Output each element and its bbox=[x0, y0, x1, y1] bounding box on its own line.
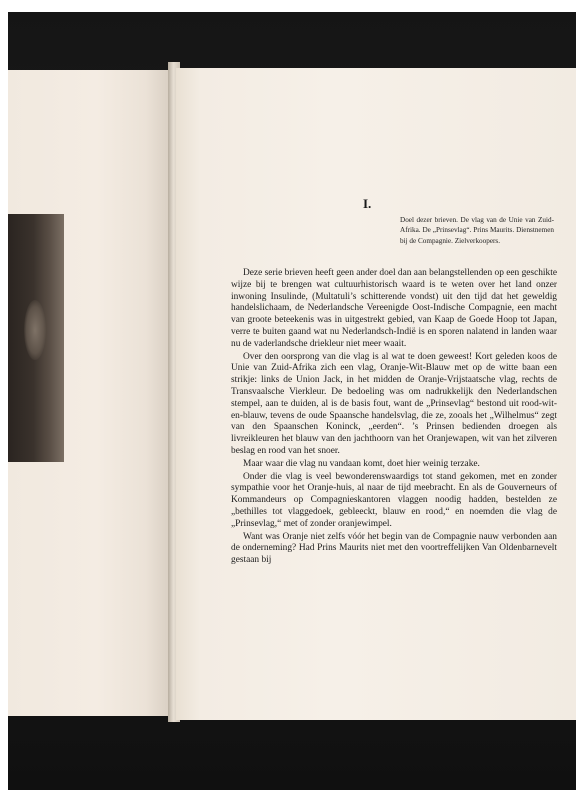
paragraph: Maar waar die vlag nu vandaan komt, doet hier weinig terzake. bbox=[243, 458, 480, 469]
paragraph: Over den oorsprong van die vlag is al wat te doen geweest! Kort geleden koos de Unie van Zuid-Afrika zich een vlag, Oranje-Wit-Blauw met op de witte baan een strikje: links de Union Jack, in het midden de Oranje-Vrijstaatsche vlag, rechts de Transvaalsche Vierkleur. De bedoeling was om nadrukkelijk den Nederlandschen stempel, aan te duiden, al is de basis fout, want de „Prinsevlag“ bestond uit rood-wit-en-blauw, tevens de oude Spaansche handelsvlag, die ze, zooals het „Wilhelmus“ zegt van den Spaanschen Koninck, „eerden“. ’s Prinsen bedienden droegen als livreikleuren het blauw van den jachthoorn van het Oranjewapen, wit van het zilveren beslag en rood van het snoer. bbox=[231, 351, 557, 456]
cover-ornament bbox=[24, 300, 46, 360]
body-text bbox=[231, 268, 557, 567]
paragraph: Want was Oranje niet zelfs vóór het begin van de Compagnie nauw verbonden aan de onderneming? Had Prins Maurits niet met den voortreffelijken Van Oldenbarnevelt gestaan bij bbox=[231, 531, 557, 566]
chapter-summary: Doel dezer brieven. De vlag van de Unie van Zuid-Afrika. De „Prinsevlag“. Prins Maurits. Dienstnemen bij de Compagnie. Zielverkoopers. bbox=[400, 216, 554, 245]
chapter-number: I. bbox=[363, 196, 372, 211]
paragraph: Deze serie brieven heeft geen ander doel dan aan belangstellenden op een geschikte wijze bij te brengen wat cultuurhistorisch waard is te weten over het land onzer inwoning Insulinde, (Multatuli’s schitterende vondst) uit den tijd dat het geweldig handelslichaam, de Nederlandsche Vereenigde Oost-Indische Compagnie, een macht van groote beteekenis was in uitgestrekt gebied, van Kaap de Goede Hoop tot Japan, verre te buiten gaand wat nu Nederlandsch-Indië is en sporen nalatend in landen waar nu de vaderlandsche driekleur niet meer waait. bbox=[231, 268, 557, 349]
paragraph: Onder die vlag is veel bewonderenswaardigs tot stand gekomen, met en zonder sympathie voor het Oranje-huis, al naar de tijd meebracht. En als de Gouverneurs of Kommandeurs op Compagnieskantoren vlaggen noodig hadden, bestelden ze „bethilles tot vlaggedoek, gebleeckt, blauw en rood,“ en noemden die vlag de „Prinsevlag,“ met of zonder oranjewimpel. bbox=[231, 471, 557, 529]
